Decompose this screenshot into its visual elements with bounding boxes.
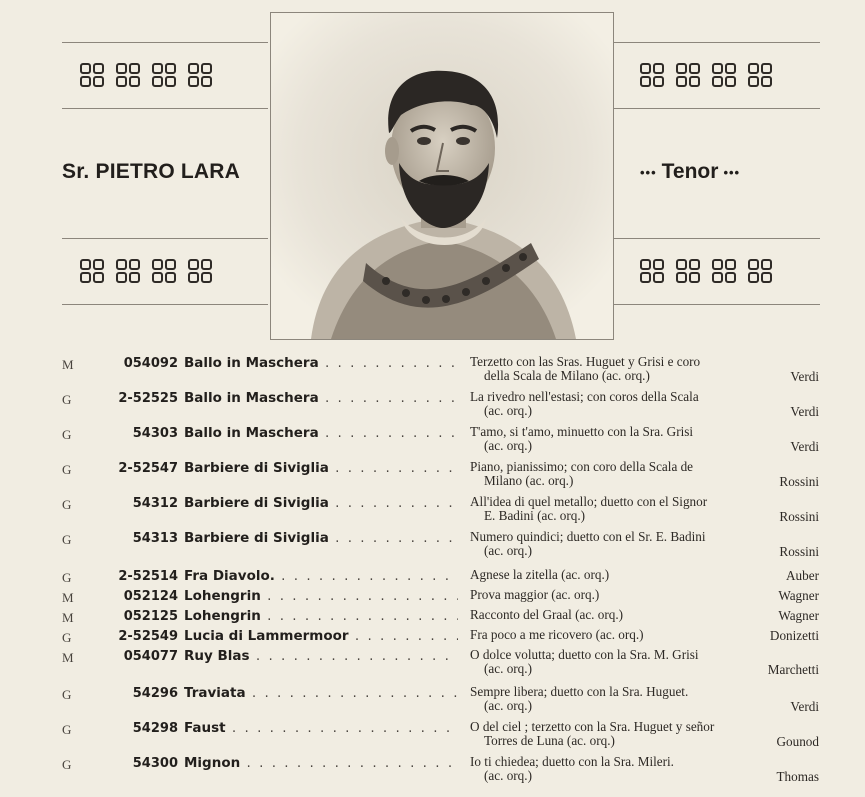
record-number: 54298	[132, 721, 178, 736]
quatrefoil-ornament-icon	[188, 259, 212, 283]
record-composer: Verdi	[790, 699, 819, 714]
quatrefoil-ornament-icon	[748, 259, 772, 283]
record-title: Barbiere di Siviglia . . .	[184, 530, 458, 548]
quatrefoil-ornament-icon	[80, 63, 104, 87]
record-label: G	[62, 570, 72, 585]
record-composer: Verdi	[790, 404, 819, 419]
role-dots-left: •••	[640, 164, 657, 180]
record-description	[470, 588, 820, 602]
record-description	[470, 425, 820, 453]
record-desc-line1: Prova maggior (ac. orq.)	[470, 588, 600, 602]
record-composer: Verdi	[790, 439, 819, 454]
rule-right-1	[614, 42, 820, 43]
record-number: 2-52549	[118, 629, 178, 644]
record-desc-line1: Agnese la zitella (ac. orq.)	[470, 568, 610, 582]
record-label: M	[62, 590, 74, 605]
record-number: 052125	[123, 609, 178, 624]
record-desc-line2: E. Badini (ac. orq.)	[484, 509, 586, 523]
record-title: Barbiere di Siviglia . . .	[184, 460, 458, 478]
portrait-photo	[270, 12, 614, 340]
record-desc-line2: (ac. orq.)	[484, 662, 532, 676]
record-number: 054092	[123, 356, 178, 371]
record-number: 54303	[132, 426, 178, 441]
record-label: M	[62, 650, 74, 665]
ornament-row-top-right	[640, 63, 772, 87]
role-label: Tenor	[661, 160, 719, 183]
record-number: 54300	[132, 756, 178, 771]
record-description	[470, 755, 820, 783]
record-label: G	[62, 757, 72, 772]
record-label: M	[62, 357, 74, 372]
record-number: 2-52525	[118, 391, 178, 406]
quatrefoil-ornament-icon	[676, 259, 700, 283]
ornament-row-bottom-right	[640, 259, 772, 283]
record-number: 2-52547	[118, 461, 178, 476]
record-description	[470, 608, 820, 622]
record-title: Barbiere di Siviglia . . .	[184, 495, 458, 513]
record-desc-line1: Racconto del Graal (ac. orq.)	[470, 608, 624, 622]
record-description	[470, 460, 820, 488]
record-desc-line1: O del ciel ; terzetto con la Sra. Huguet y señor	[470, 720, 715, 734]
record-description	[470, 390, 820, 418]
record-title: Ballo in Maschera . . .	[184, 390, 458, 408]
record-desc-line2: Milano (ac. orq.)	[484, 474, 574, 488]
record-desc-line2: (ac. orq.)	[484, 699, 532, 713]
record-desc-line1: O dolce volutta; duetto con la Sra. M. Grisi	[470, 648, 699, 662]
record-description	[470, 355, 820, 383]
record-title: Ballo in Maschera . . .	[184, 355, 458, 373]
quatrefoil-ornament-icon	[116, 63, 140, 87]
record-desc-line2: della Scala de Milano (ac. orq.)	[484, 369, 650, 383]
record-desc-line1: Fra poco a me ricovero (ac. orq.)	[470, 628, 644, 642]
record-number: 54312	[132, 496, 178, 511]
record-composer: Marchetti	[767, 662, 819, 677]
record-title: Traviata . . .	[184, 685, 458, 703]
record-desc-line1: Numero quindici; duetto con el Sr. E. Badini	[470, 530, 706, 544]
record-label: G	[62, 462, 72, 477]
record-description	[470, 720, 820, 748]
quatrefoil-ornament-icon	[152, 63, 176, 87]
record-label: G	[62, 630, 72, 645]
role-dots-right: •••	[723, 164, 741, 180]
record-title: Mignon . . .	[184, 755, 458, 773]
quatrefoil-ornament-icon	[712, 63, 736, 87]
record-composer: Wagner	[778, 588, 819, 603]
record-number: 054077	[123, 649, 178, 664]
role-heading	[640, 160, 820, 184]
record-desc-line1: Terzetto con las Sras. Huguet y Grisi e coro	[470, 355, 701, 369]
record-desc-line1: La rivedro nell'estasi; con coros della Scala	[470, 390, 699, 404]
record-number: 54296	[132, 686, 178, 701]
quatrefoil-ornament-icon	[712, 259, 736, 283]
quatrefoil-ornament-icon	[188, 63, 212, 87]
rule-left-1	[62, 42, 268, 43]
rule-left-2	[62, 108, 268, 109]
record-desc-line1: Io ti chiedea; duetto con la Sra. Mileri.	[470, 755, 674, 769]
record-composer: Donizetti	[769, 628, 819, 643]
record-composer: Auber	[786, 568, 819, 583]
record-desc-line2: (ac. orq.)	[484, 544, 532, 558]
record-composer: Rossini	[779, 474, 819, 489]
record-number: 2-52514	[118, 569, 178, 584]
record-composer: Rossini	[779, 509, 819, 524]
record-title: Ruy Blas . . .	[184, 648, 458, 666]
quatrefoil-ornament-icon	[116, 259, 140, 283]
record-composer: Gounod	[776, 734, 819, 749]
record-desc-line1: Sempre libera; duetto con la Sra. Huguet.	[470, 685, 689, 699]
record-composer: Verdi	[790, 369, 819, 384]
rule-left-3	[62, 238, 268, 239]
artist-name: Sr. PIETRO LARA	[62, 160, 241, 183]
record-label: G	[62, 427, 72, 442]
portrait-illustration-icon	[271, 13, 613, 339]
record-desc-line2: (ac. orq.)	[484, 404, 532, 418]
quatrefoil-ornament-icon	[748, 63, 772, 87]
record-description	[470, 530, 820, 558]
record-label: G	[62, 722, 72, 737]
record-number: 052124	[123, 589, 178, 604]
quatrefoil-ornament-icon	[640, 259, 664, 283]
ornament-row-top-left	[80, 63, 212, 87]
record-title: Lucia di Lammermoor . . .	[184, 628, 458, 646]
ornament-row-bottom-left	[80, 259, 212, 283]
record-number: 54313	[132, 531, 178, 546]
quatrefoil-ornament-icon	[676, 63, 700, 87]
record-desc-line1: All'idea di quel metallo; duetto con el Signor	[470, 495, 708, 509]
quatrefoil-ornament-icon	[640, 63, 664, 87]
record-title: Ballo in Maschera . . .	[184, 425, 458, 443]
record-label: G	[62, 687, 72, 702]
record-title: Faust . . .	[184, 720, 458, 738]
record-label: G	[62, 497, 72, 512]
record-desc-line2: Torres de Luna (ac. orq.)	[484, 734, 615, 748]
rule-left-4	[62, 304, 268, 305]
record-title: Lohengrin . . .	[184, 588, 458, 606]
record-description	[470, 628, 820, 642]
rule-right-2	[614, 108, 820, 109]
record-description	[470, 685, 820, 713]
record-composer: Rossini	[779, 544, 819, 559]
record-label: G	[62, 532, 72, 547]
rule-right-3	[614, 238, 820, 239]
record-composer: Thomas	[776, 769, 819, 784]
record-desc-line1: Piano, pianissimo; con coro della Scala de	[470, 460, 694, 474]
record-label: G	[62, 392, 72, 407]
quatrefoil-ornament-icon	[152, 259, 176, 283]
rule-right-4	[614, 304, 820, 305]
record-composer: Wagner	[778, 608, 819, 623]
record-description	[470, 568, 820, 582]
record-desc-line1: T'amo, si t'amo, minuetto con la Sra. Grisi	[470, 425, 694, 439]
record-title: Lohengrin . . .	[184, 608, 458, 626]
record-desc-line2: (ac. orq.)	[484, 439, 532, 453]
record-description	[470, 495, 820, 523]
record-desc-line2: (ac. orq.)	[484, 769, 532, 783]
quatrefoil-ornament-icon	[80, 259, 104, 283]
record-label: M	[62, 610, 74, 625]
record-title: Fra Diavolo. . . .	[184, 568, 458, 586]
